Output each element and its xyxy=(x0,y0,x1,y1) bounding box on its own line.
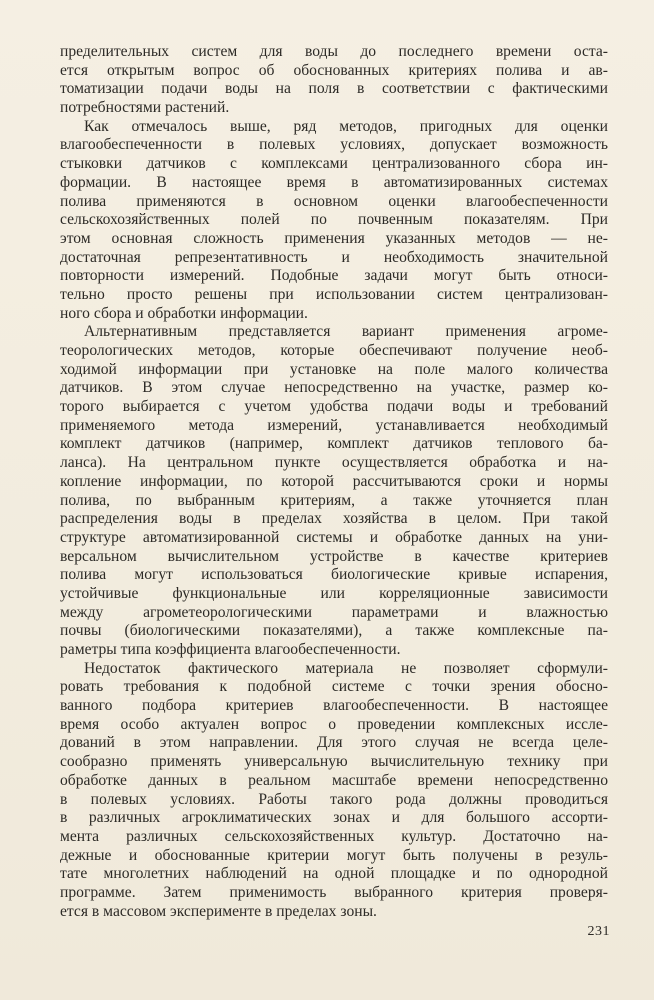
text-line: ного сбора и обработки информации. xyxy=(60,304,308,322)
text-line: сельскохозяйственных полей по почвенным показателям. При xyxy=(60,211,608,229)
text-line: ванного подбора критериев влагообеспеченности. В настоящее xyxy=(60,697,608,715)
text-line: ется открытым вопрос об обоснованных критериях полива и ав- xyxy=(60,61,608,79)
text-line: торого выбирается с учетом удобства подачи воды и требований xyxy=(60,398,608,416)
text-line: версальном вычислительном устройстве в качестве критериев xyxy=(60,547,608,565)
text-line: обработке данных в реальном масштабе времени непосредственно xyxy=(60,771,608,789)
text-line: датчиков. В этом случае непосредственно на участке, размер ко- xyxy=(60,379,608,397)
text-line: Как отмечалось выше, ряд методов, пригодных для оценки xyxy=(84,117,608,135)
body-text xyxy=(60,43,608,921)
text-line: формации. В настоящее время в автоматизированных системах xyxy=(60,173,608,191)
text-line: мента различных сельскохозяйственных культур. Достаточно на- xyxy=(60,827,608,845)
text-line: потребностями растений. xyxy=(60,99,230,117)
text-line: устойчивые функциональные или корреляционные зависимости xyxy=(60,584,608,602)
text-line: структуре автоматизированной системы и обработке данных на уни- xyxy=(60,528,608,546)
text-line: Недостаток фактического материала не позволяет сформули- xyxy=(84,659,608,677)
text-line: программе. Затем применимость выбранного критерия проверя- xyxy=(60,883,608,901)
text-line: пределительных систем для воды до последнего времени оста- xyxy=(60,43,608,60)
text-line: тельно просто решены при использовании систем централизован- xyxy=(60,285,608,303)
text-line: между агрометеорологическими параметрами и влажностью xyxy=(60,603,608,621)
text-line: применяемого метода измерений, устанавливается необходимый xyxy=(60,416,608,434)
text-line: ходимой информации при установке на поле малого количества xyxy=(60,360,608,378)
text-line: копление информации, по которой рассчитываются сроки и нормы xyxy=(60,472,608,490)
text-line: Альтернативным представляется вариант применения агроме- xyxy=(84,323,608,341)
text-line: ровать требования к подобной системе с точки зрения обосно- xyxy=(60,678,608,696)
text-line: повторности измерений. Подобные задачи могут быть относи- xyxy=(60,267,608,285)
text-line: время особо актуален вопрос о проведении комплексных иссле- xyxy=(60,715,608,733)
text-line: полива применяются в основном оценки влагообеспеченности xyxy=(60,192,608,210)
text-line: ланса). На центральном пункте осуществляется обработка и на- xyxy=(60,454,608,472)
page-number: 231 xyxy=(587,924,610,939)
text-line: стыковки датчиков с комплексами централизованного сбора ин- xyxy=(60,155,608,173)
text-line: достаточная репрезентативность и необходимость значительной xyxy=(60,248,608,266)
paragraph-1 xyxy=(60,43,608,118)
text-line: дований в этом направлении. Для этого случая не всегда целе- xyxy=(60,734,608,752)
text-line: дежные и обоснованные критерии могут быть получены в резуль- xyxy=(60,846,608,864)
text-line: полива, по выбранным критериям, а также уточняется план xyxy=(60,491,608,509)
text-line: тате многолетних наблюдений на одной площадке и по однородной xyxy=(60,865,608,883)
text-line: почвы (биологическими показателями), а также комплексные па- xyxy=(60,622,608,640)
text-line: в различных агроклиматических зонах и для большого ассорти- xyxy=(60,809,608,827)
text-line: теорологических методов, которые обеспечивают получение необ- xyxy=(60,342,608,359)
text-line: полива могут использоваться биологические кривые испарения, xyxy=(60,566,608,584)
text-line: распределения воды в пределах хозяйства в целом. При такой xyxy=(60,510,608,528)
paragraph-4 xyxy=(60,660,608,922)
text-line: комплект датчиков (например, комплект датчиков теплового ба- xyxy=(60,435,608,453)
text-line: этом основная сложность применения указанных методов — не- xyxy=(60,229,608,247)
paragraph-3 xyxy=(60,323,608,659)
text-line: ется в массовом эксперименте в пределах зоны. xyxy=(60,902,377,920)
text-line: томатизации подачи воды на поля в соответствии с фактическими xyxy=(60,80,608,98)
text-line: раметры типа коэффициента влагообеспеченности. xyxy=(60,641,401,658)
text-line: в полевых условиях. Работы такого рода должны проводиться xyxy=(60,790,608,808)
text-line: влагообеспеченности в полевых условиях, допускает возможность xyxy=(60,136,608,154)
paragraph-2 xyxy=(60,118,608,324)
text-line: сообразно применять универсальную вычислительную технику при xyxy=(60,753,608,771)
